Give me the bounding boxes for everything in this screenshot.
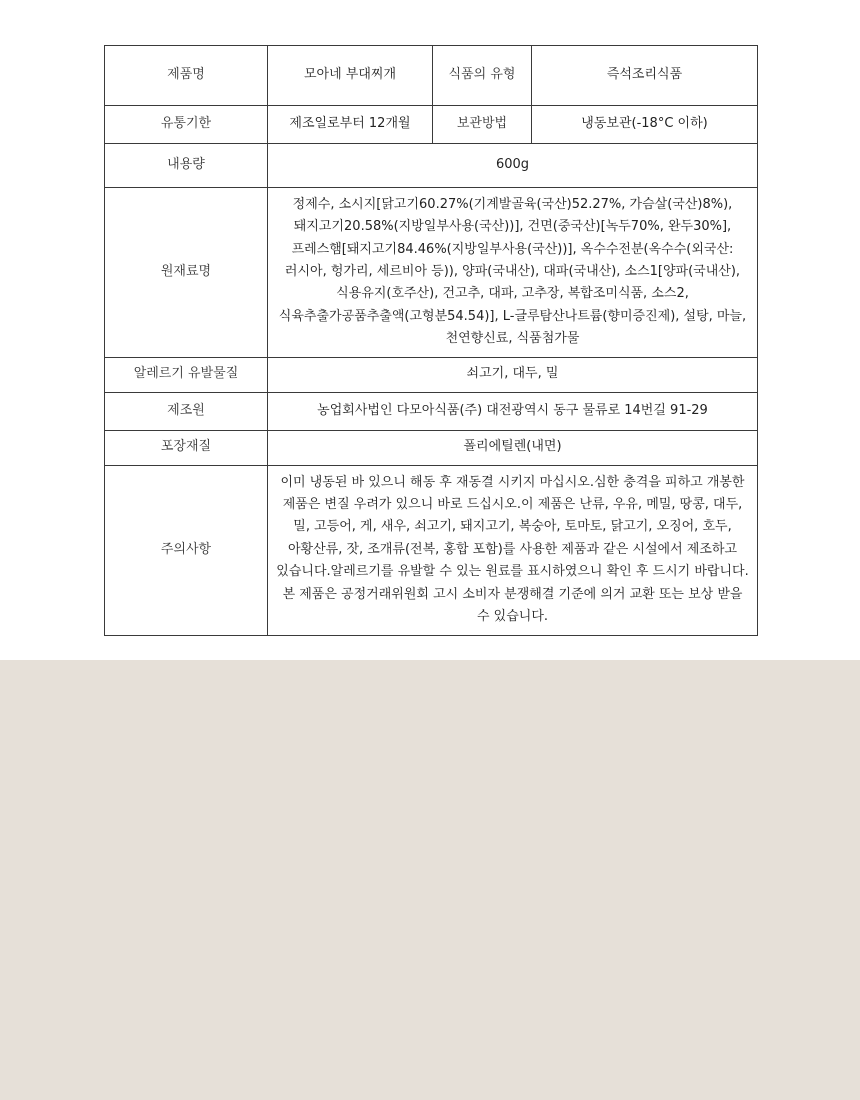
- storage-value: 냉동보관(-18°C 이하): [532, 106, 758, 144]
- caution-value: 이미 냉동된 바 있으니 해동 후 재동결 시키지 마십시오.심한 충격을 피하고 개봉한 제품은 변질 우려가 있으니 바로 드십시오.이 제품은 난류, 우유, 메밀, 땅콩, 대두, 밀, 고등어, 게, 새우, 쇠고기, 돼지고기, 복숭아, 토마토, 닭고기, 오징어, 호두, 아황산류, 잣, 조개류(전복, 홍합 포함)를 사용한 제품과 같은 시설에서 제조하고 있습니다.알레르기를 유발할 수 있는 원료를 표시하였으니 확인 후 드시기 바랍니다.본 제품은 공정거래위원회 고시 소비자 분쟁해결 기준에 의거 교환 또는 보상 받을 수 있습니다.: [268, 465, 758, 635]
- food-type-label: 식품의 유형: [433, 46, 532, 106]
- row-allergens: [105, 357, 758, 392]
- shelf-life-label: 유통기한: [105, 106, 268, 144]
- shelf-life-value: 제조일로부터 12개월: [268, 106, 433, 144]
- storage-label: 보관방법: [433, 106, 532, 144]
- food-type-value: 즉석조리식품: [532, 46, 758, 106]
- packaging-label: 포장재질: [105, 430, 268, 465]
- product-info-table: [104, 45, 758, 636]
- row-product-name: [105, 46, 758, 106]
- row-manufacturer: [105, 392, 758, 430]
- manufacturer-label: 제조원: [105, 392, 268, 430]
- ingredients-label: 원재료명: [105, 188, 268, 358]
- row-packaging: [105, 430, 758, 465]
- row-volume: [105, 144, 758, 188]
- product-name-value: 모아네 부대찌개: [268, 46, 433, 106]
- volume-value: 600g: [268, 144, 758, 188]
- packaging-value: 폴리에틸렌(내면): [268, 430, 758, 465]
- allergens-label: 알레르기 유발물질: [105, 357, 268, 392]
- volume-label: 내용량: [105, 144, 268, 188]
- product-name-label: 제품명: [105, 46, 268, 106]
- caution-label: 주의사항: [105, 465, 268, 635]
- row-ingredients: [105, 188, 758, 358]
- row-caution: [105, 465, 758, 635]
- allergens-value: 쇠고기, 대두, 밀: [268, 357, 758, 392]
- row-shelf-life: [105, 106, 758, 144]
- ingredients-value: 정제수, 소시지[닭고기60.27%(기계발골육(국산)52.27%, 가슴살(국산)8%), 돼지고기20.58%(지방일부사용(국산))], 건면(중국산)[녹두70%, 완두30%], 프레스햄[돼지고기84.46%(지방일부사용(국산))], 옥수수전분(옥수수(외국산: 러시아, 헝가리, 세르비아 등)), 양파(국내산), 대파(국내산), 소스1[양파(국내산), 식용유지(호주산), 건고추, 대파, 고추장, 복합조미식품, 소스2, 식육추출가공품추출액(고형분54.54)], L-글루탐산나트륨(향미증진제), 설탕, 마늘, 천연향신료, 식품첨가물: [268, 188, 758, 358]
- manufacturer-value: 농업회사법인 다모아식품(주) 대전광역시 동구 물류로 14번길 91-29: [268, 392, 758, 430]
